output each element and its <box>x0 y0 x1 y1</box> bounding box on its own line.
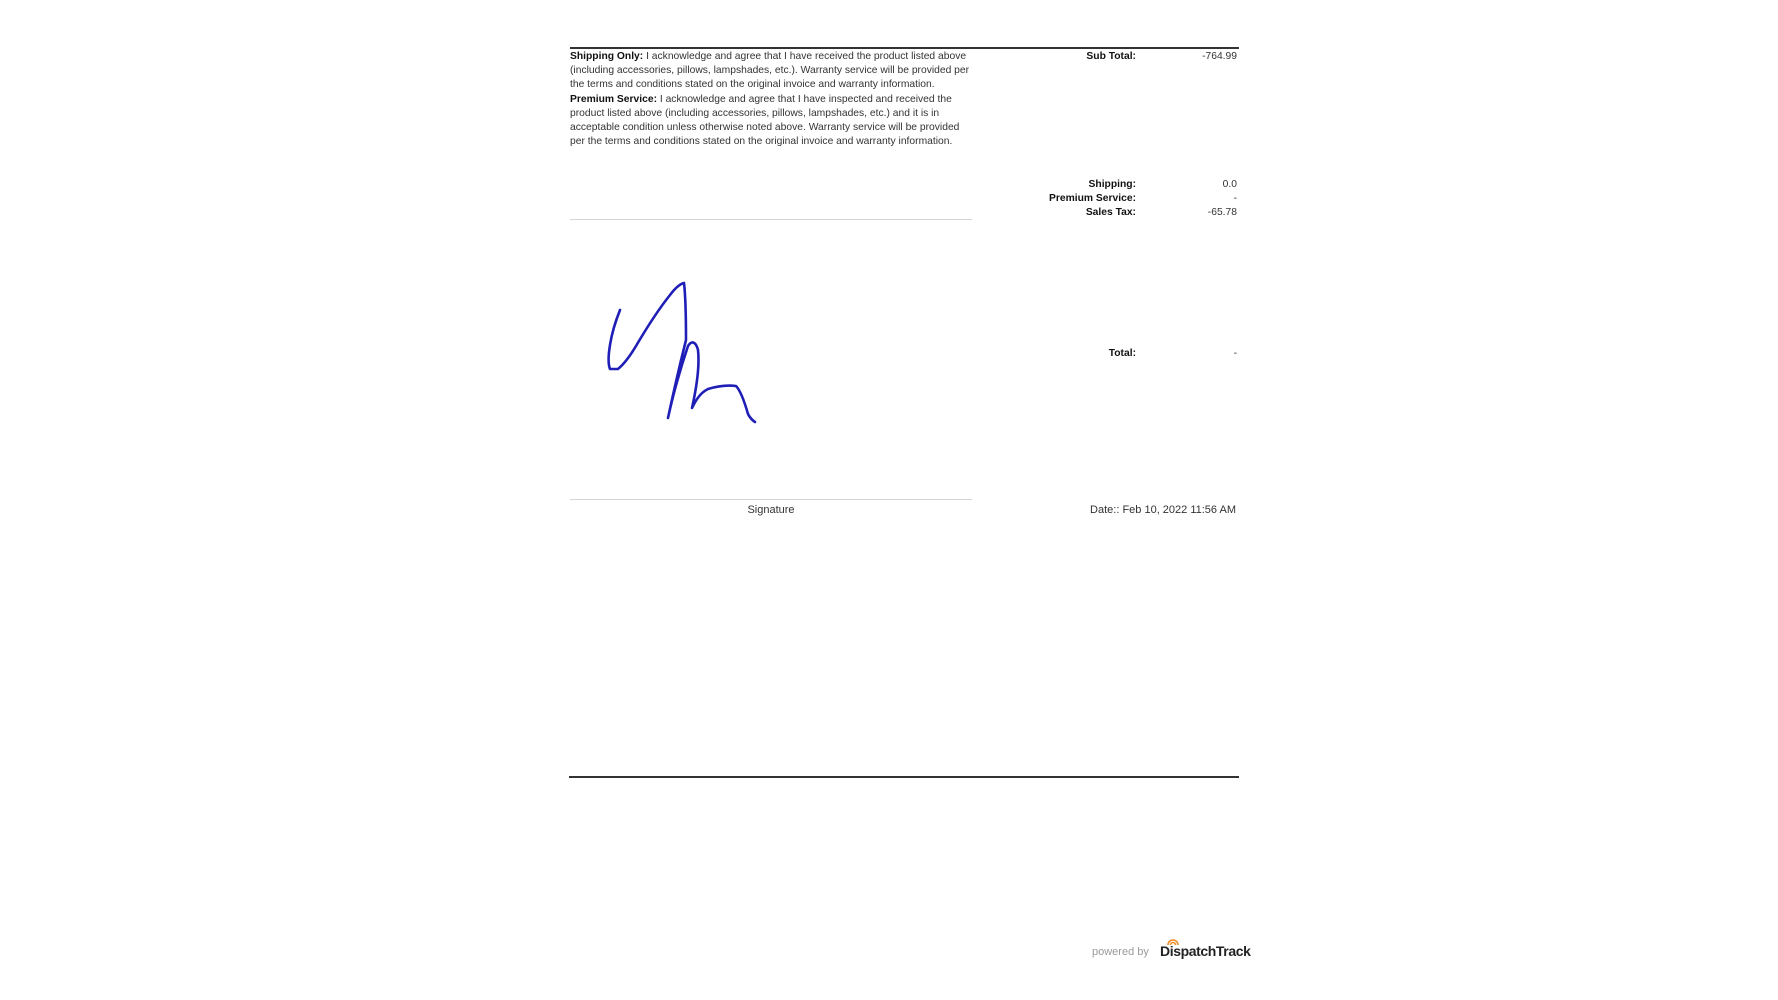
signature-date: Date:: Feb 10, 2022 11:56 AM <box>1090 504 1236 516</box>
total-label: Total: <box>1108 348 1136 359</box>
premium-service-label: Premium Service: <box>570 93 657 105</box>
signature-box-top-line <box>570 219 972 220</box>
sales-tax-label: Sales Tax: <box>1085 207 1136 218</box>
shipping-only-label: Shipping Only: <box>570 51 644 62</box>
premium-service-text: I acknowledge and agree that I have inspected and received the product listed above (including accessories, pillows, lampshades, etc.) and it is in acceptable condition unless otherwise noted above. Warranty service will be provided per the terms and conditions stated on the original invoice and warranty information. <box>570 93 960 148</box>
shipping-only-clause <box>570 50 974 93</box>
total-row <box>1000 347 1239 361</box>
total-value: - <box>1233 348 1237 359</box>
bottom-divider <box>569 776 1239 778</box>
sales-tax-row <box>1000 206 1239 220</box>
shipping-label: Shipping: <box>1088 179 1136 190</box>
terms-section <box>570 50 974 149</box>
dispatchtrack-logo: DispatchTrack <box>1160 943 1251 959</box>
sub-total-row <box>1000 50 1239 64</box>
shipping-row <box>1000 178 1239 192</box>
signature-caption: Signature <box>747 504 795 516</box>
sub-total-value: -764.99 <box>1202 51 1237 62</box>
premium-service-total-label: Premium Service: <box>1049 193 1136 204</box>
shipping-only-text: I acknowledge and agree that I have received the product listed above (including accessories, pillows, lampshades, etc.). Warranty service will be provided per the terms and conditions stated on the original invoice and warranty information. <box>570 51 970 91</box>
top-divider <box>570 47 1239 49</box>
powered-by-badge <box>1092 938 1251 964</box>
premium-service-row <box>1000 192 1239 206</box>
sales-tax-value: -65.78 <box>1207 207 1237 218</box>
shipping-value: 0.0 <box>1222 179 1237 190</box>
sub-total-label: Sub Total: <box>1086 51 1136 62</box>
signature-box-bottom-line <box>570 499 972 500</box>
premium-service-total-value: - <box>1233 193 1237 204</box>
premium-service-clause <box>570 93 974 150</box>
handwritten-signature <box>590 260 770 440</box>
powered-by-text: powered by <box>1092 946 1149 958</box>
